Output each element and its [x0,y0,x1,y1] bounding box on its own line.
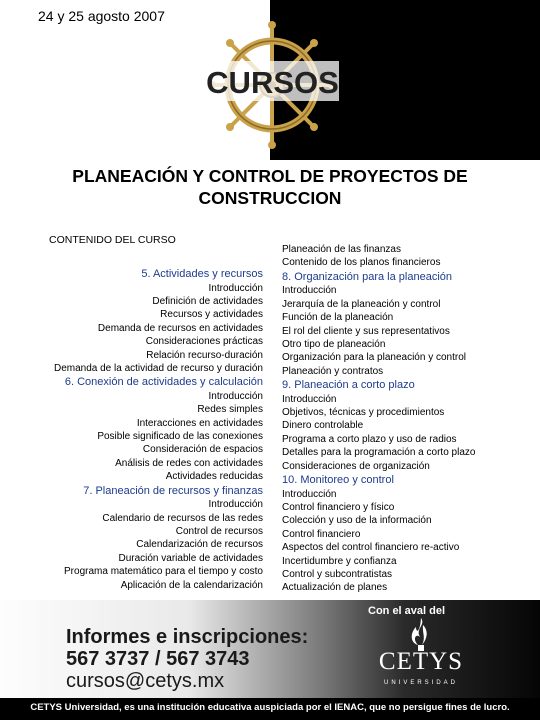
informes-block [66,626,308,692]
topic-item: Introducción [208,390,263,402]
topic-item: Aspectos del control financiero re-activo [282,542,460,554]
aval-label: Con el aval del [368,605,446,617]
topic-item: Planeación y contratos [282,365,384,377]
topic-item: Interacciones en actividades [136,417,263,429]
section-heading: 5. Actividades y recursos [141,268,263,280]
topic-item: Introducción [282,393,337,405]
topic-item: Función de la planeación [282,312,394,324]
topic-item: Programa a corto plazo y uso de radios [282,433,457,445]
topic-item: Demanda de recursos en actividades [97,322,263,334]
right-content-column [282,243,538,595]
topic-item: Relación recurso-duración [146,349,263,361]
topic-item: Calendarización de recursos [136,539,263,551]
topic-item: Colección y uso de la información [282,515,432,527]
topic-item: Consideraciones prácticas [145,336,263,348]
topic-item: Control financiero [282,528,361,540]
cetys-name: CETYS [378,648,464,675]
informes-email[interactable]: cursos@cetys.mx [66,670,225,692]
informes-phones: 567 3737 / 567 3743 [66,648,250,670]
topic-item: Aplicación de la calendarización [120,579,263,591]
section-heading: 8. Organización para la planeación [282,270,453,283]
cetys-subtitle: UNIVERSIDAD [383,680,458,686]
topic-item: Actividades reducidas [165,471,263,483]
topic-item: Análisis de redes con actividades [115,457,263,469]
topic-item: Control y subcontratistas [282,569,393,581]
topic-item: Redes simples [197,404,263,416]
topic-item: Planeación de las finanzas [282,244,401,255]
topic-item: Control de recursos [175,526,263,537]
topic-item: Otro tipo de planeación [282,338,386,350]
logo-word: CURSOS [206,65,339,100]
event-date: 24 y 25 agosto 2007 [38,8,165,24]
topic-item: Jerarquía de la planeación y control [282,298,441,310]
topic-item: Detalles para la programación a corto plazo [282,447,476,459]
informes-label: Informes e inscripciones: [66,626,309,648]
course-title-line-1: PLANEACIÓN Y CONTROL DE PROYECTOS DE [72,166,468,186]
topic-item: Definición de actividades [152,295,263,307]
section-heading: 9. Planeación a corto plazo [282,379,415,392]
topic-item: Actualización de planes [282,582,388,594]
topic-item: Introducción [208,499,263,511]
contenido-label: CONTENIDO DEL CURSO [49,234,176,246]
topic-item: Control financiero y físico [282,502,395,513]
topic-item: Incertidumbre y confianza [282,555,397,567]
section-heading: 6. Conexión de actividades y calculación [64,376,263,389]
topic-item: Consideración de espacios [142,444,263,456]
topic-item: Organización para la planeación y control [282,352,466,364]
topic-item: El rol del cliente y sus representativos [282,325,450,337]
topic-item: Duración variable de actividades [118,552,263,564]
topic-item: Objetivos, técnicas y procedimientos [282,407,445,419]
topic-item: Demanda de la actividad de recurso y duración [53,362,263,374]
topic-item: Introducción [282,488,337,500]
topic-item: Posible significado de las conexiones [97,431,263,443]
footer-text: CETYS Universidad, es una institución educativa auspiciada por el IENAC, que no persigue fines de lucro. [30,702,510,713]
topic-item: Contenido de los planos financieros [282,257,441,269]
topic-item: Calendario de recursos de las redes [102,512,263,524]
topic-item: Introducción [282,285,337,297]
ship-wheel-logo [200,15,345,155]
course-title [0,165,540,209]
topic-item: Consideraciones de organización [282,460,430,472]
topic-item: Programa matemático para el tiempo y costo [64,566,263,578]
topic-item: Recursos y actividades [160,309,263,321]
section-heading: 7. Planeación de recursos y finanzas [83,484,263,497]
topic-item: Dinero controlable [282,420,364,432]
topic-item: Introducción [208,282,263,294]
course-title-line-2: CONSTRUCCION [198,188,342,208]
left-content-column [0,267,263,592]
section-heading: 10. Monitoreo y control [282,474,394,487]
